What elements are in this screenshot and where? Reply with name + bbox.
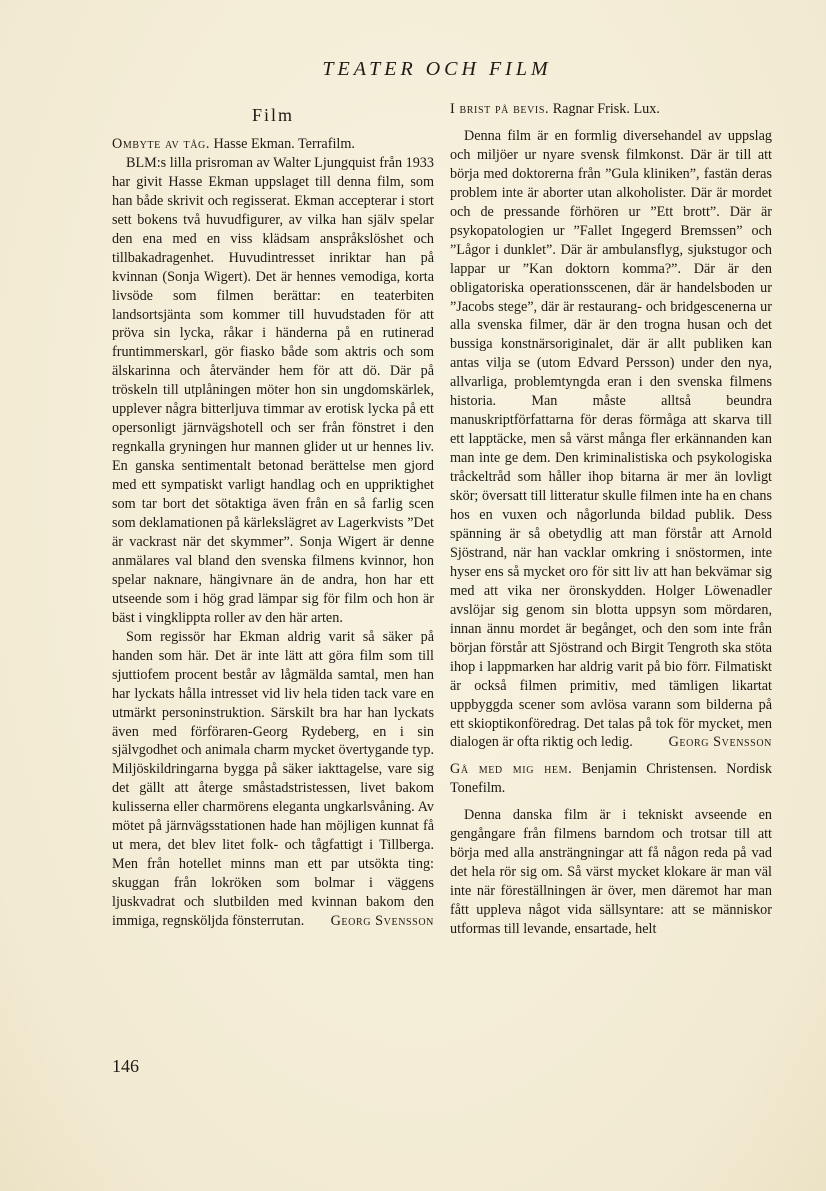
review-paragraph: BLM:s lilla prisroman av Walter Ljungquist från 1933 har givit Hasse Ekman uppslaget till denna film, som han både skrivit och regisserat. Ekman accepterar i stort sett bokens två huvudfigurer, av vilka han själv spelar den ena med en viss klädsam anspråkslöshet och tillbakadragenhet. Huvudintresset inriktar han på kvinnan (Sonja Wigert). Det är hennes vemodiga, korta livsöde som filmen berättar: en teaterbiten landsortsjänta som kommer till huvudstaden för att pröva sin lycka, råkar i händerna på en rutinerad fruntimmerskarl, gör fiasko både som aktris och som älskarinna och återvänder hem för att dö. Där på tröskeln till utplåningen möter hon sin ungdomskärlek, upplever några bitterljuva timmar av erotisk lycka på ett opersonligt järnvägshotell och ser från fönstret i den regnkalla gryningen hur mannen glider ut ur hennes liv. En ganska sentimentalt betonad berättelse men gjord med ett sympatiskt varligt handlag och en uppriktighet som tar bort det sötaktiga även från en så farlig scen som deklamationen på kärlekslägret av Lagerkvists ”Det är vackrast när det skymmer”. Sonja Wigert är denne anmälares val bland den svenska filmens kvinnor, hon spelar naknare, hängivnare än de andra, hon har ett utseende som i hög grad lämpar sig för film och hon är bäst i vingklippta roller av den här arten. bbox=[112, 154, 434, 626]
review-credits: Ragnar Frisk. Lux. bbox=[549, 101, 660, 117]
review-signature: Georg Svensson bbox=[330, 912, 434, 929]
section-title: Film bbox=[251, 105, 294, 125]
spacer bbox=[450, 752, 772, 760]
review-credits: Hasse Ekman. Terrafilm. bbox=[210, 135, 355, 152]
review-paragraph: Denna film är en formlig diversehandel av uppslag och miljöer ur nyare svensk filmkonst. Där är till att börja med doktorerna från ”Gula kliniken”, fastän deras problem inte är aborter utan alkoholister. Där är mordet och de pressande förhören ur ”Ett brott”. Där är psykopatologien ur ”Fallet Ingegerd Bremssen” och ”Lågor i dunklet”. Där är ambulansflyg, sjukstugor och lappar ur ”Kan doktorn komma?”. Där är den obligatoriska operationsscenen, där är handelsboden ur ”Jacobs stege”, där är restaurang- och bridgescenerna ur alla svenska filmer, där är den trogna husan och det bussiga konstnärsoriginalet, där är allt publiken kan antas vilja se (utom Edvard Persson) under den nya, allvarliga, problemtyngda eran i den svenska filmens historia. Man måste alltså beundra manuskriptförfattarna för deras förmåga att skarva till ett lapptäcke, men så värst många fler erkännanden kan man inte ge dem. Den kriminalistiska och psykologiska tråckeltråd som håller ihop bitarna är mer än lovligt skör; översatt till litteratur skulle filmen inte ha en chans hos en vuxen och någorlunda bildad publik. Dess spänning är så obetydlig att man förstår att Arnold Sjöstrand, när han vacklar omkring i snöstormen, inte hyser ens så mycket oro för sitt liv att han bekvämar sig med att vika ner öronskydden. Holger Löwenadler avslöjar sig genom sin blotta uppsyn som mördaren, innan ännu mordet är begånget, och den som inte från början förstår att Sjöstrand och Birgit Tengroth ska stöta ihop i lappmarken har aldrig varit på bio förr. Filmatiskt är också filmen primitiv, med tämligen likartat uppbyggda scener som avlösa varann som bilderna på ett skioptikonföredrag. Det talas på tok för mycket, men dialogen är ofta riktig och ledig. bbox=[450, 127, 772, 751]
page-number: 146 bbox=[112, 1056, 139, 1076]
review-heading bbox=[450, 100, 772, 119]
right-column bbox=[450, 100, 772, 939]
spacer bbox=[450, 798, 772, 806]
review-title: I brist på bevis. bbox=[450, 101, 550, 117]
review-paragraph: Denna danska film är i tekniskt avseende en gengångare från filmens barndom och trotsar till att börja med alla ansträngningar att få någon reda på vad det hela rör sig om. Så värst mycket klokare är man väl inte när föreställningen är över, men däremot har man fått uppleva något vida sällsyntare: att se människor utformas till levande, ensartade, helt bbox=[450, 807, 772, 937]
review-heading bbox=[112, 135, 434, 154]
review-paragraph: Som regissör har Ekman aldrig varit så säker på handen som här. Det är inte lätt att göra film som till sjuttiofem procent består av lågmälda samtal, men han har lyckats hålla intresset vid liv hela tiden tack vare en utmärkt personinstruktion. Särskilt bra har han lyckats även med förföraren-Georg Rydeberg, en i sin självgodhet och animala charm mycket övertygande typ. Miljöskildringarna bygga på säker iakttagelse, vare sig det gällt att återge småstadstristessen, livet bakom kulisserna eller charmörens eleganta ungkarlsvåning. Av mötet på järnvägsstationen hade han möjligen kunnat få ut mera, det blev litet folk- och tågfattigt i Tillberga. Men från hotellet minns man ett par utsökta ting: skuggan från lokröken som bolmar i väggens ljuskvadrat och slutbilden med kvinnan bakom den immiga, regnsköljda fönsterrutan. bbox=[112, 628, 434, 930]
review-heading bbox=[450, 760, 772, 798]
review-title: Gå med mig hem. bbox=[450, 761, 573, 778]
review-signature: Georg Svensson bbox=[668, 734, 772, 751]
review-title: Ombyte av tåg. bbox=[112, 135, 210, 152]
spacer bbox=[450, 119, 772, 127]
running-head: TEATER OCH FILM bbox=[322, 58, 552, 80]
left-column bbox=[112, 100, 434, 931]
review-credits: Benjamin Christensen. Nordisk Tonefilm. bbox=[450, 761, 772, 797]
